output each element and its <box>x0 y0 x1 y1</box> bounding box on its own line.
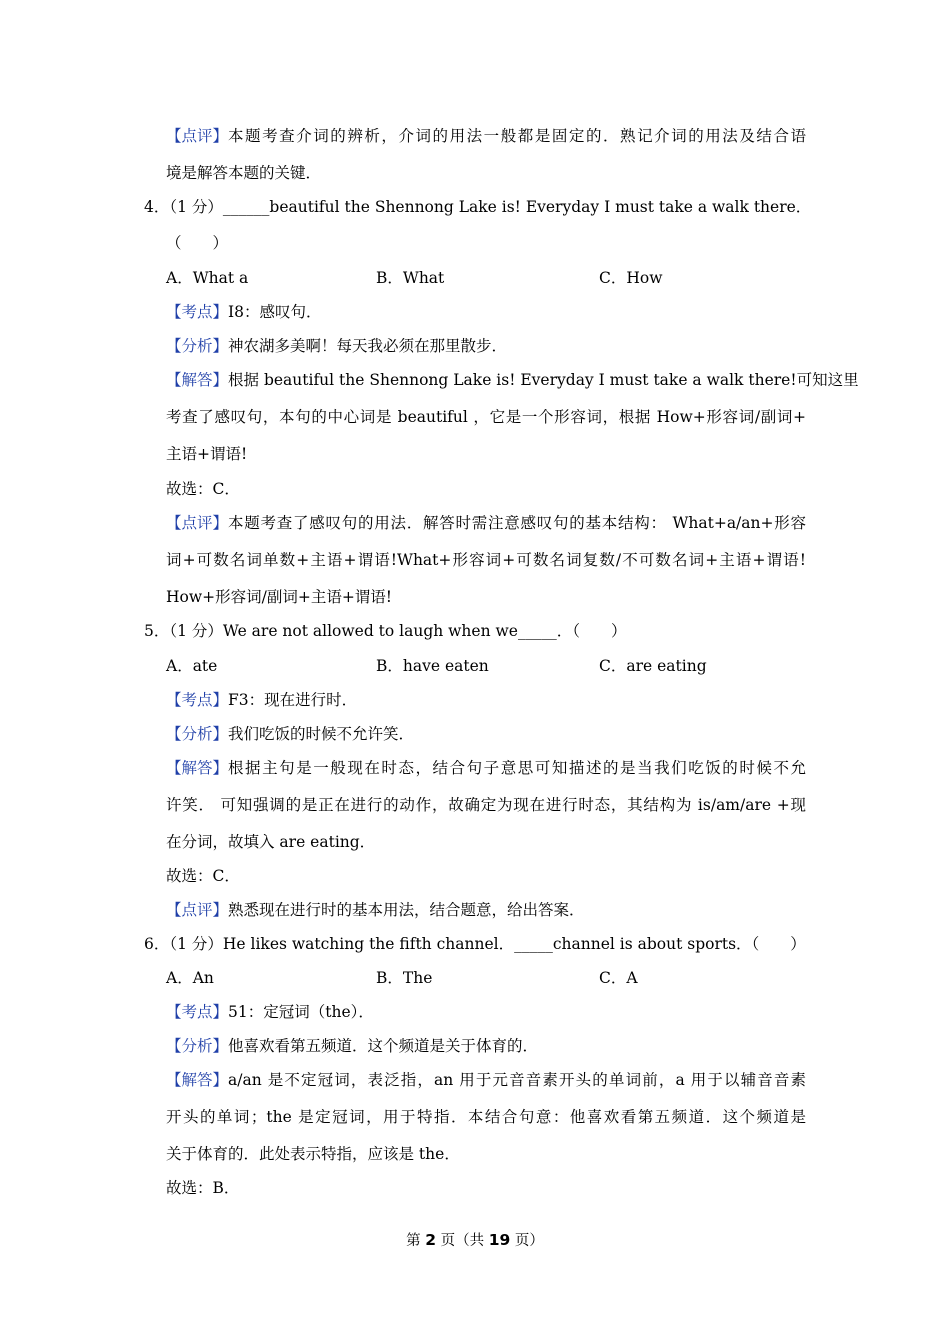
footer-total-pages: 19 <box>488 1231 511 1249</box>
answer-tag: 【解答】 <box>166 759 229 777</box>
q4-review-line-2: 词+可数名词单数+主语+谓语!What+形容词+可数名词复数/不可数名词+主语+谓语! <box>166 551 806 569</box>
q4-point-text: I8：感叹句． <box>228 303 322 321</box>
answer-tag: 【解答】 <box>166 371 229 389</box>
footer-prefix: 第 <box>406 1233 421 1249</box>
page-footer <box>0 1229 950 1252</box>
q6-stem: 6．（1 分）He likes watching the fifth channel．_____channel is about sports．（ ） <box>144 935 806 953</box>
q5-analysis-text: 我们吃饭的时候不允许笑． <box>228 725 415 743</box>
q3-review-text: 本题考查介词的辨析，介词的用法一般都是固定的．熟记介词的用法及结合语 <box>228 127 806 145</box>
q4-analysis-text: 神农湖多美啊！每天我必须在那里散步． <box>228 337 508 355</box>
analysis-tag: 【分析】 <box>166 725 229 743</box>
footer-middle: 页（共 <box>440 1233 485 1249</box>
q6-option-a: A．An <box>166 969 214 987</box>
footer-suffix: 页） <box>514 1233 544 1249</box>
q5-analysis <box>166 723 414 745</box>
q5-option-c: C．are eating <box>599 657 707 675</box>
q6-point <box>166 1001 374 1023</box>
q4-review-text-1: 本题考查了感叹句的用法．解答时需注意感叹句的基本结构： What+a/an+形容 <box>228 514 806 532</box>
q5-review-text: 熟悉现在进行时的基本用法，结合题意，给出答案． <box>228 901 585 919</box>
q6-option-c: C．A <box>599 969 638 987</box>
q4-review-line-3: How+形容词/副词+主语+谓语! <box>166 588 393 606</box>
q5-point-text: F3：现在进行时． <box>228 691 358 709</box>
q4-review-line-1 <box>166 512 806 534</box>
q5-stem: 5．（1 分）We are not allowed to laugh when we_____．（ ） <box>144 622 627 640</box>
review-tag: 【点评】 <box>166 901 229 919</box>
q5-answer-line-2: 许笑． 可知强调的是正在进行的动作，故确定为现在进行时态，其结构为 is/am/are +现 <box>166 796 806 814</box>
q4-answer-text-1: 根据 beautiful the Shennong Lake is! Everyday I must take a walk there!可知这里 <box>228 371 859 389</box>
q6-answer-line-3: 关于体育的．此处表示特指，应该是 the． <box>166 1145 460 1163</box>
q6-answer-line-2: 开头的单词；the 是定冠词，用于特指．本结合句意：他喜欢看第五频道．这个频道是 <box>166 1108 806 1126</box>
q5-choice: 故选：C． <box>166 867 240 885</box>
review-tag: 【点评】 <box>166 127 229 145</box>
point-tag: 【考点】 <box>166 1003 229 1021</box>
q5-answer-text-1: 根据主句是一般现在时态，结合句子意思可知描述的是当我们吃饭的时候不允 <box>228 759 806 777</box>
q4-answer-line-2: 考查了感叹句，本句的中心词是 beautiful ，它是一个形容词，根据 How+形容词/副词+ <box>166 408 806 426</box>
q5-answer-line-3: 在分词，故填入 are eating． <box>166 833 376 851</box>
analysis-tag: 【分析】 <box>166 1037 229 1055</box>
answer-tag: 【解答】 <box>166 1071 229 1089</box>
q5-option-a: A．ate <box>166 657 218 675</box>
q3-review-line-2: 境是解答本题的关键． <box>166 164 322 182</box>
q4-option-b: B．What <box>376 269 445 287</box>
analysis-tag: 【分析】 <box>166 337 229 355</box>
q6-option-b: B．The <box>376 969 433 987</box>
q4-option-a: A．What a <box>166 269 249 287</box>
point-tag: 【考点】 <box>166 691 229 709</box>
q4-paren: （ ） <box>166 234 229 252</box>
q4-choice: 故选：C． <box>166 480 240 498</box>
q6-answer-text-1: a/an 是不定冠词，表泛指，an 用于元音音素开头的单词前，a 用于以辅音音素 <box>228 1071 806 1089</box>
q4-answer-line-1 <box>166 369 859 391</box>
q5-review <box>166 899 585 921</box>
q6-analysis <box>166 1035 538 1057</box>
footer-page-number: 2 <box>425 1231 436 1249</box>
q5-option-b: B．have eaten <box>376 657 489 675</box>
q6-answer-line-1 <box>166 1069 806 1091</box>
q3-review-line-1 <box>166 125 806 147</box>
q4-stem: 4．（1 分）______beautiful the Shennong Lake is! Everyday I must take a walk there． <box>144 198 812 216</box>
q6-analysis-text: 他喜欢看第五频道．这个频道是关于体育的． <box>228 1037 539 1055</box>
q6-choice: 故选：B． <box>166 1179 240 1197</box>
q5-point <box>166 689 357 711</box>
q5-answer-line-1 <box>166 757 806 779</box>
q4-answer-line-3: 主语+谓语! <box>166 445 248 463</box>
point-tag: 【考点】 <box>166 303 229 321</box>
q4-option-c: C．How <box>599 269 663 287</box>
q4-point <box>166 301 322 323</box>
review-tag: 【点评】 <box>166 514 229 532</box>
q4-analysis <box>166 335 507 357</box>
q6-point-text: 51：定冠词（the）． <box>228 1003 374 1021</box>
